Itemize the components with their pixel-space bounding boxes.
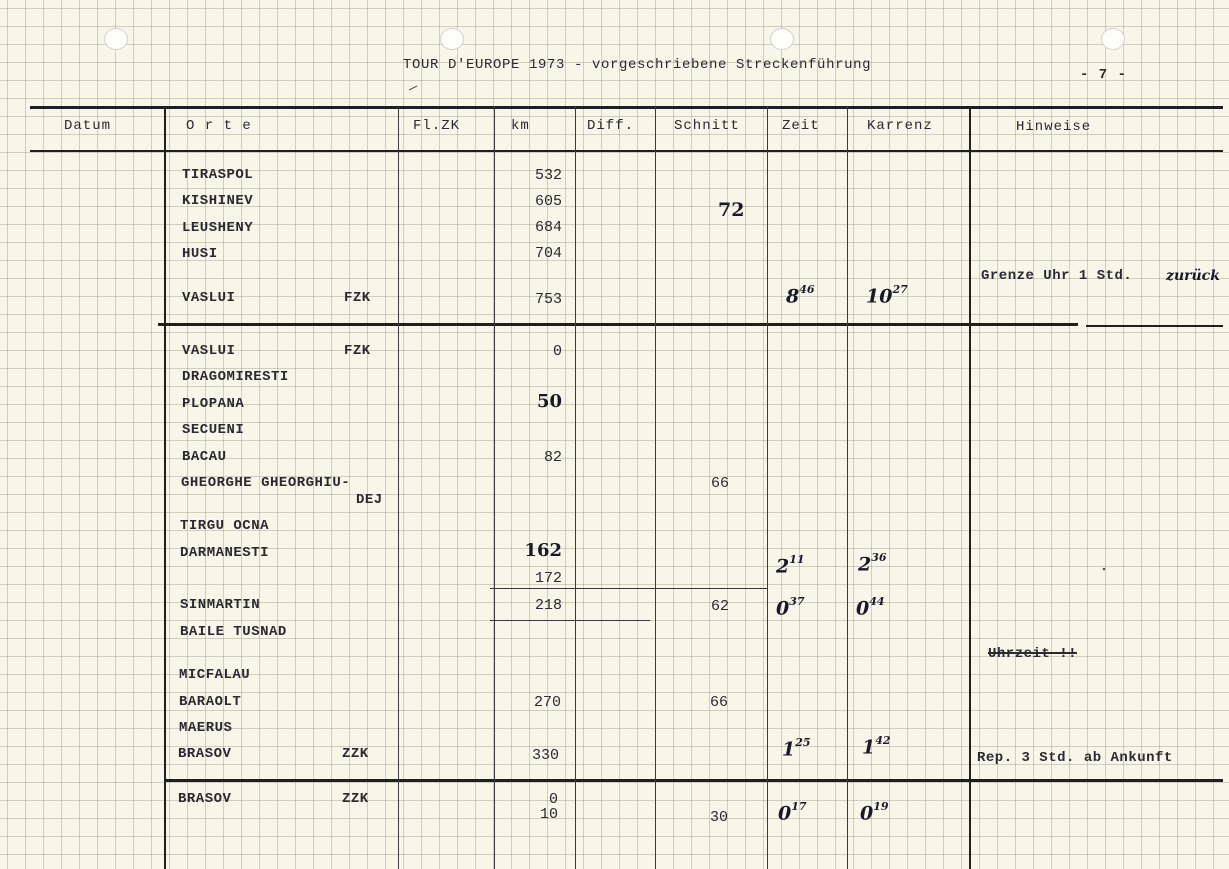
karrenz-sinmartin [856,595,885,620]
km-leusheny: 684 [534,219,562,236]
km-sinmartin: 218 [534,597,562,614]
karrenz-minutes: 36 [871,551,887,564]
code-brasov-arrival: ZZK [342,746,369,762]
place-sinmartin: SINMARTIN [180,597,261,613]
header-bottom-rule [30,150,1223,152]
zeit-hours: 0 [778,802,792,825]
karrenz-minutes: 44 [869,595,885,608]
hinweis-grenze-hand: zurück [1166,268,1220,284]
karrenz-vaslui [866,283,908,308]
km-tiraspol: 532 [534,167,562,184]
karrenz-hours: 0 [856,597,870,620]
schnitt-sinmartin: 62 [711,598,730,615]
km-darmanesti-2: 172 [534,570,562,587]
zeit-brasov-start [778,800,807,825]
punch-hole [104,28,128,50]
place-gheorghe: GHEORGHE GHEORGHIU- [181,475,351,491]
header-top-rule [30,106,1223,109]
place-dragomiresti: DRAGOMIRESTI [182,369,289,385]
col-header-diff: Diff. [587,118,635,134]
zeit-minutes: 25 [795,736,811,749]
punch-hole [440,28,464,50]
col-rule-km [575,106,576,869]
place-husi: HUSI [182,246,218,262]
section-divider-1 [158,323,1078,326]
place-secueni: SECUENI [182,422,245,438]
zeit-hours: 8 [786,285,800,308]
place-micfalau: MICFALAU [179,667,251,683]
zeit-minutes: 46 [799,283,815,296]
col-rule-schnitt [767,106,768,869]
col-header-orte: O r t e [186,118,252,134]
place-leusheny: LEUSHENY [182,220,254,236]
km-husi: 704 [534,245,562,262]
place-tiraspol: TIRASPOL [182,167,254,183]
zeit-hours: 2 [776,555,790,578]
col-rule-flzk [494,106,495,869]
zeit-brasov [782,736,811,761]
place-baraolt: BARAOLT [179,694,242,710]
code-vaslui-arrival: FZK [344,290,371,306]
km-baraolt: 270 [533,694,561,711]
zeit-darmanesti [776,553,805,578]
col-header-km: km [511,118,530,134]
code-vaslui-start: FZK [344,343,371,359]
place-kishinev: KISHINEV [182,193,254,209]
pen-mark [1100,565,1108,573]
col-rule-karrenz [969,106,971,869]
km-darmanesti: 162 [524,540,562,561]
col-header-flzk: Fl.ZK [413,118,461,134]
schnitt-gheorghe: 66 [711,475,730,492]
zeit-minutes: 11 [789,553,805,566]
zeit-minutes: 37 [789,595,805,608]
karrenz-minutes: 42 [875,734,891,747]
place-tirgu-ocna: TIRGU OCNA [180,518,270,534]
hinweis-uhrzeit: Uhrzeit !! [988,646,1078,662]
km-kishinev: 605 [534,193,562,210]
place-plopana: PLOPANA [182,396,245,412]
place-brasov-arrival: BRASOV [178,746,232,762]
km-bacau: 82 [543,449,562,466]
zeit-minutes: 17 [791,800,807,813]
col-rule-datum [164,106,166,869]
schnitt-baraolt: 66 [710,694,729,711]
place-gheorghe-dej: DEJ [356,492,383,508]
col-header-schnitt: Schnitt [674,118,740,134]
page-title: TOUR D'EUROPE 1973 - vorgeschriebene Streckenführung [403,57,872,73]
km-brasov-start: 0 [548,791,558,808]
km-brasov-start-2: 10 [539,806,558,823]
zeit-sinmartin [776,595,805,620]
code-brasov-start: ZZK [342,791,369,807]
km-vaslui-start: 0 [552,343,562,360]
place-vaslui-arrival: VASLUI [182,290,236,306]
section-divider-1b [1086,325,1223,327]
col-rule-diff [655,106,656,869]
page-number: - 7 - [1080,67,1128,83]
place-maerus: MAERUS [179,720,233,736]
karrenz-minutes: 27 [892,283,908,296]
zeit-vaslui [786,283,815,308]
karrenz-darmanesti [858,551,887,576]
hinweis-rep: Rep. 3 Std. ab Ankunft [977,750,1173,766]
pen-mark [408,84,420,92]
place-darmanesti: DARMANESTI [180,545,270,561]
karrenz-hours: 1 [862,736,876,759]
karrenz-brasov [862,734,891,759]
karrenz-hours: 10 [866,285,893,308]
col-rule-zeit [847,106,848,869]
place-brasov-start: BRASOV [178,791,232,807]
col-header-zeit: Zeit [782,118,820,134]
punch-hole [770,28,794,50]
km-plopana: 50 [536,391,562,412]
karrenz-brasov-start [860,800,889,825]
punch-hole [1101,28,1125,50]
km-vaslui-arrival: 753 [534,291,562,308]
schnitt-brasov: 30 [710,809,729,826]
hinweis-grenze: Grenze Uhr 1 Std. [981,268,1133,284]
km-subdivider-1 [490,588,768,589]
karrenz-hours: 0 [860,802,874,825]
km-subdivider-2 [490,620,650,621]
place-vaslui-start: VASLUI [182,343,236,359]
karrenz-minutes: 19 [873,800,889,813]
place-baile-tusnad: BAILE TUSNAD [180,624,287,640]
km-brasov-arrival: 330 [531,747,559,764]
karrenz-hours: 2 [858,553,872,576]
schnitt-kishinev: 72 [718,199,745,221]
col-header-datum: Datum [64,118,112,134]
place-bacau: BACAU [182,449,227,465]
section-divider-2 [165,779,1223,782]
col-rule-orte [398,106,399,869]
zeit-hours: 1 [782,738,796,761]
col-header-karrenz: Karrenz [867,118,933,134]
zeit-hours: 0 [776,597,790,620]
col-header-hinweise: Hinweise [1016,119,1092,135]
